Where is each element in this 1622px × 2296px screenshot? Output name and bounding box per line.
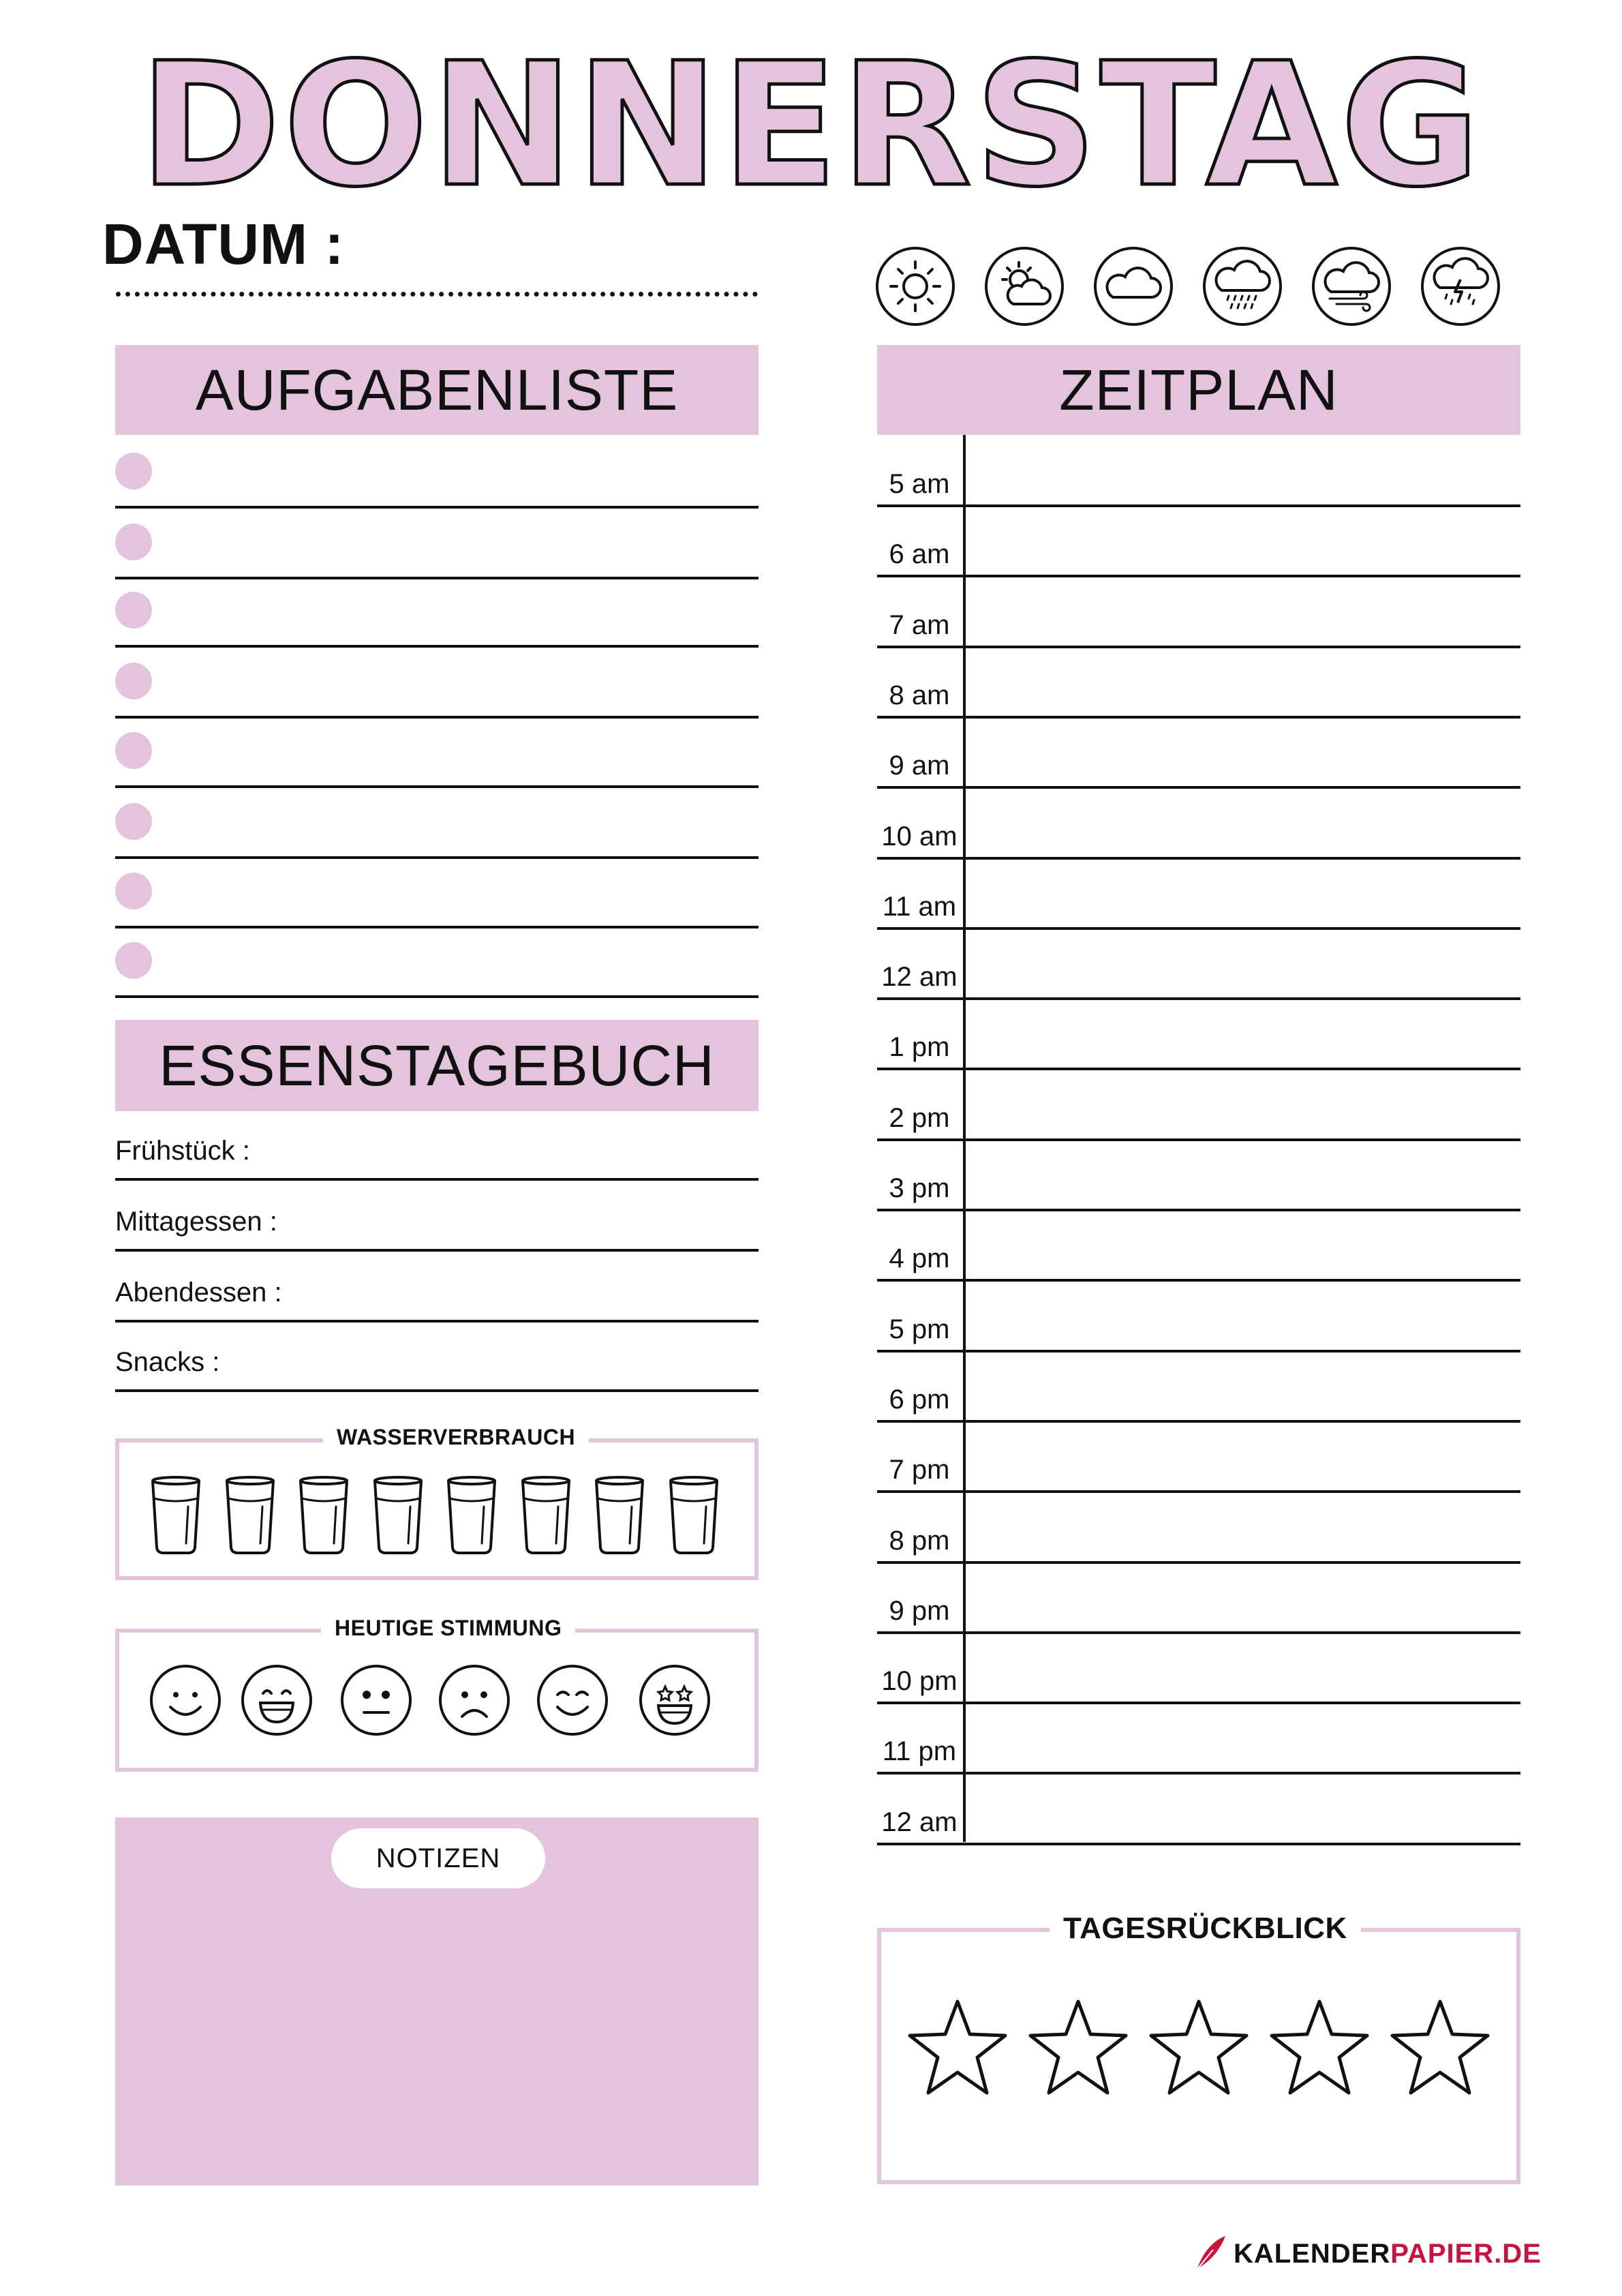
star-eyes-icon[interactable] [638, 1663, 711, 1737]
meal-label: Snacks : [115, 1347, 220, 1377]
schedule-slot-line[interactable] [877, 504, 1520, 507]
todo-line[interactable] [115, 995, 759, 998]
sad-icon[interactable] [438, 1663, 511, 1737]
schedule-slot-line[interactable] [877, 1068, 1520, 1070]
date-label: DATUM : [102, 212, 345, 276]
schedule-slot-line[interactable] [877, 1279, 1520, 1282]
schedule-slot-line[interactable] [877, 1843, 1520, 1845]
water-glass-icon[interactable] [224, 1475, 276, 1556]
meal-line[interactable] [115, 1249, 759, 1252]
schedule-slot-line[interactable] [877, 1350, 1520, 1353]
schedule-slot-line[interactable] [877, 575, 1520, 577]
todo-checkbox[interactable] [115, 524, 152, 560]
svg-text:DONNERSTAG: DONNERSTAG [139, 48, 1483, 211]
schedule-slot-line[interactable] [877, 927, 1520, 930]
schedule-slot-line[interactable] [877, 997, 1520, 1000]
todo-checkbox[interactable] [115, 592, 152, 629]
water-glass-icon[interactable] [150, 1475, 202, 1556]
rating-star-icon[interactable] [1389, 1999, 1491, 2097]
water-glass-icon[interactable] [446, 1475, 498, 1556]
schedule-slot-line[interactable] [877, 1209, 1520, 1211]
todo-checkbox[interactable] [115, 453, 152, 489]
todo-line[interactable] [115, 645, 759, 648]
sun-icon[interactable] [874, 245, 956, 327]
schedule-slot-line[interactable] [877, 1561, 1520, 1564]
schedule-time-label: 12 am [881, 1807, 958, 1837]
todo-line[interactable] [115, 856, 759, 859]
grin-icon[interactable] [240, 1663, 313, 1737]
schedule-time-label: 6 am [889, 539, 950, 570]
neutral-icon[interactable] [339, 1663, 413, 1737]
todo-checkbox[interactable] [115, 732, 152, 769]
page-title [0, 48, 1622, 211]
schedule-time-label: 10 am [881, 821, 958, 851]
schedule-slot-line[interactable] [877, 1490, 1520, 1493]
todo-line[interactable] [115, 577, 759, 579]
schedule-time-label: 11 pm [882, 1736, 957, 1767]
schedule-time-label: 5 am [889, 469, 950, 499]
todo-checkbox[interactable] [115, 873, 152, 909]
meal-label: Frühstück : [115, 1136, 250, 1166]
rating-star-icon[interactable] [906, 1999, 1009, 2097]
todo-line[interactable] [115, 785, 759, 788]
mood-title: HEUTIGE STIMMUNG [321, 1616, 575, 1641]
water-glass-icon[interactable] [594, 1475, 645, 1556]
water-glass-icon[interactable] [520, 1475, 572, 1556]
todo-checkbox[interactable] [115, 663, 152, 699]
schedule-time-label: 4 pm [889, 1243, 950, 1274]
smile-icon[interactable] [149, 1663, 222, 1737]
schedule-time-label: 7 am [889, 609, 950, 640]
schedule-time-label: 11 am [882, 891, 957, 922]
food-diary-header: ESSENSTAGEBUCH [115, 1020, 759, 1111]
todo-line[interactable] [115, 926, 759, 928]
rain-icon[interactable] [1202, 245, 1283, 327]
meal-line[interactable] [115, 1178, 759, 1181]
wind-cloud-icon[interactable] [1311, 245, 1392, 327]
water-intake-box [115, 1438, 759, 1580]
schedule-time-label: 8 am [889, 680, 950, 710]
todo-checkbox[interactable] [115, 942, 152, 979]
schedule-slot-line[interactable] [877, 716, 1520, 719]
schedule-slot-line[interactable] [877, 646, 1520, 648]
schedule-header: ZEITPLAN [877, 345, 1520, 435]
water-glass-icon[interactable] [372, 1475, 424, 1556]
brand-logo-part2: PAPIER.DE [1390, 2239, 1542, 2269]
date-input-line[interactable] [116, 292, 758, 297]
schedule-slot-line[interactable] [877, 1138, 1520, 1141]
schedule-time-label: 6 pm [889, 1384, 950, 1415]
notes-title: NOTIZEN [331, 1828, 545, 1888]
rating-star-icon[interactable] [1027, 1999, 1129, 2097]
schedule-time-label: 5 pm [889, 1314, 950, 1344]
todo-line[interactable] [115, 506, 759, 509]
thunderstorm-icon[interactable] [1420, 245, 1501, 327]
schedule-time-label: 2 pm [889, 1102, 950, 1133]
rating-star-icon[interactable] [1148, 1999, 1250, 2097]
schedule-time-label: 10 pm [881, 1666, 958, 1697]
todo-line[interactable] [115, 716, 759, 719]
schedule-time-label: 12 am [881, 962, 958, 993]
water-glass-icon[interactable] [298, 1475, 350, 1556]
rating-star-icon[interactable] [1268, 1999, 1371, 2097]
schedule-time-label: 9 pm [889, 1595, 950, 1626]
water-intake-title: WASSERVERBRAUCH [323, 1425, 589, 1450]
brand-logo-part1: KALENDER [1234, 2239, 1391, 2269]
schedule-slot-line[interactable] [877, 786, 1520, 789]
schedule-time-label: 9 am [889, 751, 950, 781]
cloud-icon[interactable] [1092, 245, 1174, 327]
meal-label: Abendessen : [115, 1278, 282, 1308]
schedule-slot-line[interactable] [877, 1772, 1520, 1774]
meal-line[interactable] [115, 1320, 759, 1323]
schedule-slot-line[interactable] [877, 1631, 1520, 1634]
todo-header: AUFGABENLISTE [115, 345, 759, 435]
schedule-time-label: 8 pm [889, 1525, 950, 1556]
meal-label: Mittagessen : [115, 1207, 277, 1237]
content-icon[interactable] [536, 1663, 609, 1737]
brand-logo [1234, 2239, 1542, 2269]
schedule-time-label: 7 pm [889, 1455, 950, 1485]
schedule-time-label: 1 pm [889, 1032, 950, 1063]
schedule-time-label: 3 pm [889, 1173, 950, 1203]
day-review-title: TAGESRÜCKBLICK [1050, 1912, 1361, 1946]
schedule-slot-line[interactable] [877, 857, 1520, 860]
todo-checkbox[interactable] [115, 803, 152, 840]
meal-line[interactable] [115, 1389, 759, 1392]
feather-logo-icon [1193, 2233, 1228, 2273]
water-glass-icon[interactable] [668, 1475, 720, 1556]
sun-cloud-icon[interactable] [983, 245, 1065, 327]
schedule-slot-line[interactable] [877, 1702, 1520, 1704]
schedule-slot-line[interactable] [877, 1420, 1520, 1423]
